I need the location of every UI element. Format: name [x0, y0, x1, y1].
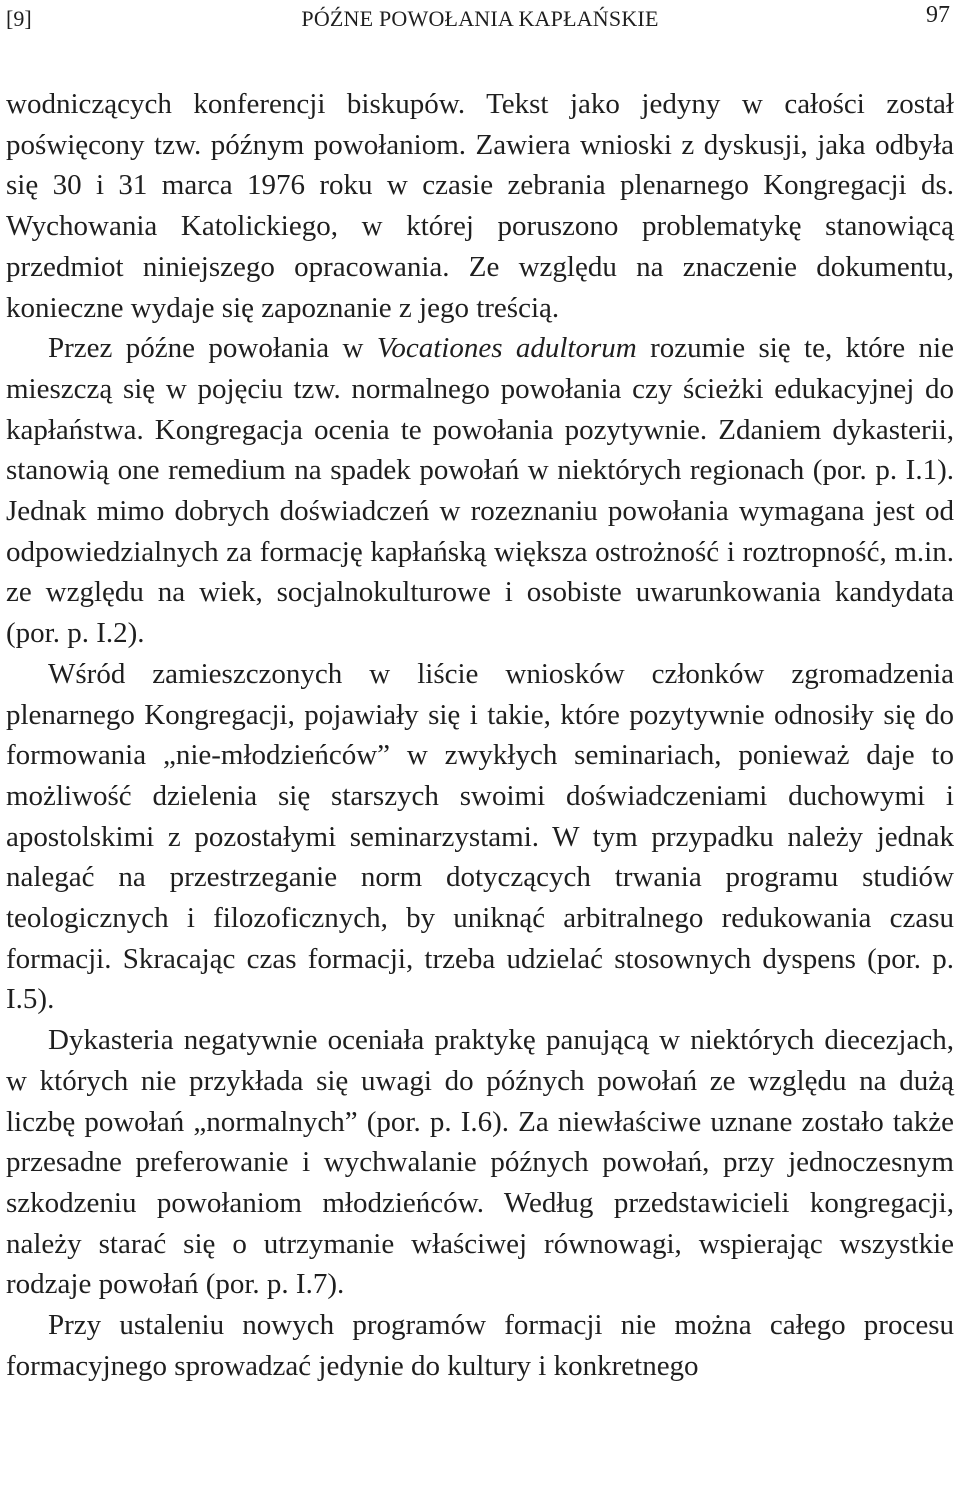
- paragraph-text: rozumie się te, które nie mieszczą się w pojęciu tzw. normalnego powołania czy ścieżki edukacyjnej do kapłaństwa. Kongregacja ocenia te powołania pozytywnie. Zdaniem dykasterii, stanowią one remedium na spadek powołań w niektórych regionach (por. p. I.1). Jednak mimo dobrych doświadczeń w rozeznaniu powołania wymagana jest od odpowiedzialnych za formację kapłańską większa ostrożność i roztropność, m.in. ze względu na wiek, socjalnokulturowe i osobiste uwarunkowania kandydata (por. p. I.2).: [6, 332, 954, 650]
- paragraph-late-vocations: [6, 328, 954, 654]
- latin-term: Vocationes adultorum: [376, 332, 637, 365]
- running-header: [6, 0, 954, 36]
- body-text: [6, 84, 954, 1387]
- running-title: PÓŹNE POWOŁANIA KAPŁAŃSKIE: [301, 6, 659, 31]
- paragraph-dicastery-assessment: Dykasteria negatywnie oceniała praktykę panującą w niektórych diecezjach, w których nie przykłada się uwagi do późnych powołań ze względu na dużą liczbę powołań „normalnych” (por. p. I.6). Za niewłaściwe uznane zostało także przesadne preferowanie i wychwalanie późnych powołań, przy jednoczesnym szkodzeniu powołaniom młodzieńców. Według przedstawicieli kongregacji, należy starać się o utrzymanie właściwej równowagi, wspierając wszystkie rodzaje powołań (por. p. I.7).: [6, 1024, 954, 1301]
- page-number: 97: [926, 2, 950, 28]
- paragraph-plenary-conclusions: Wśród zamieszczonych w liście wniosków członków zgromadzenia plenarnego Kongregacji, pojawiały się i takie, które pozytywnie odnosiły się do formowania „nie-młodzieńców” w zwykłych seminariach, ponieważ daje to możliwość dzielenia się starszych swoimi doświadczeniami duchowymi i apostolskimi z pozostałymi seminarzystami. W tym przypadku należy jednak nalegać na przestrzeganie norm dotyczących trwania programu studiów teologicznych i filozoficznych, by uniknąć arbitralnego redukowania czasu formacji. Skracając czas formacji, trzeba udzielać stosownych dyspens (por. p. I.5).: [6, 657, 954, 1016]
- paragraph-formation-programs: Przy ustaleniu nowych programów formacji nie można całego procesu formacyjnego sprowadzać jedynie do kultury i konkretnego: [6, 1309, 954, 1382]
- paragraph-text: Przez późne powołania w: [48, 332, 377, 365]
- section-marker: [9]: [6, 6, 32, 31]
- paragraph-continuation: wodniczących konferencji biskupów. Tekst jako jedyny w całości został poświęcony tzw. późnym powołaniom. Zawiera wnioski z dyskusji, jaka odbyła się 30 i 31 marca 1976 roku w czasie zebrania plenarnego Kongregacji ds. Wychowania Katolickiego, w której poruszono problematykę stanowiącą przedmiot niniejszego opracowania. Ze względu na znaczenie dokumentu, konieczne wydaje się zapoznanie z jego treścią.: [6, 88, 954, 324]
